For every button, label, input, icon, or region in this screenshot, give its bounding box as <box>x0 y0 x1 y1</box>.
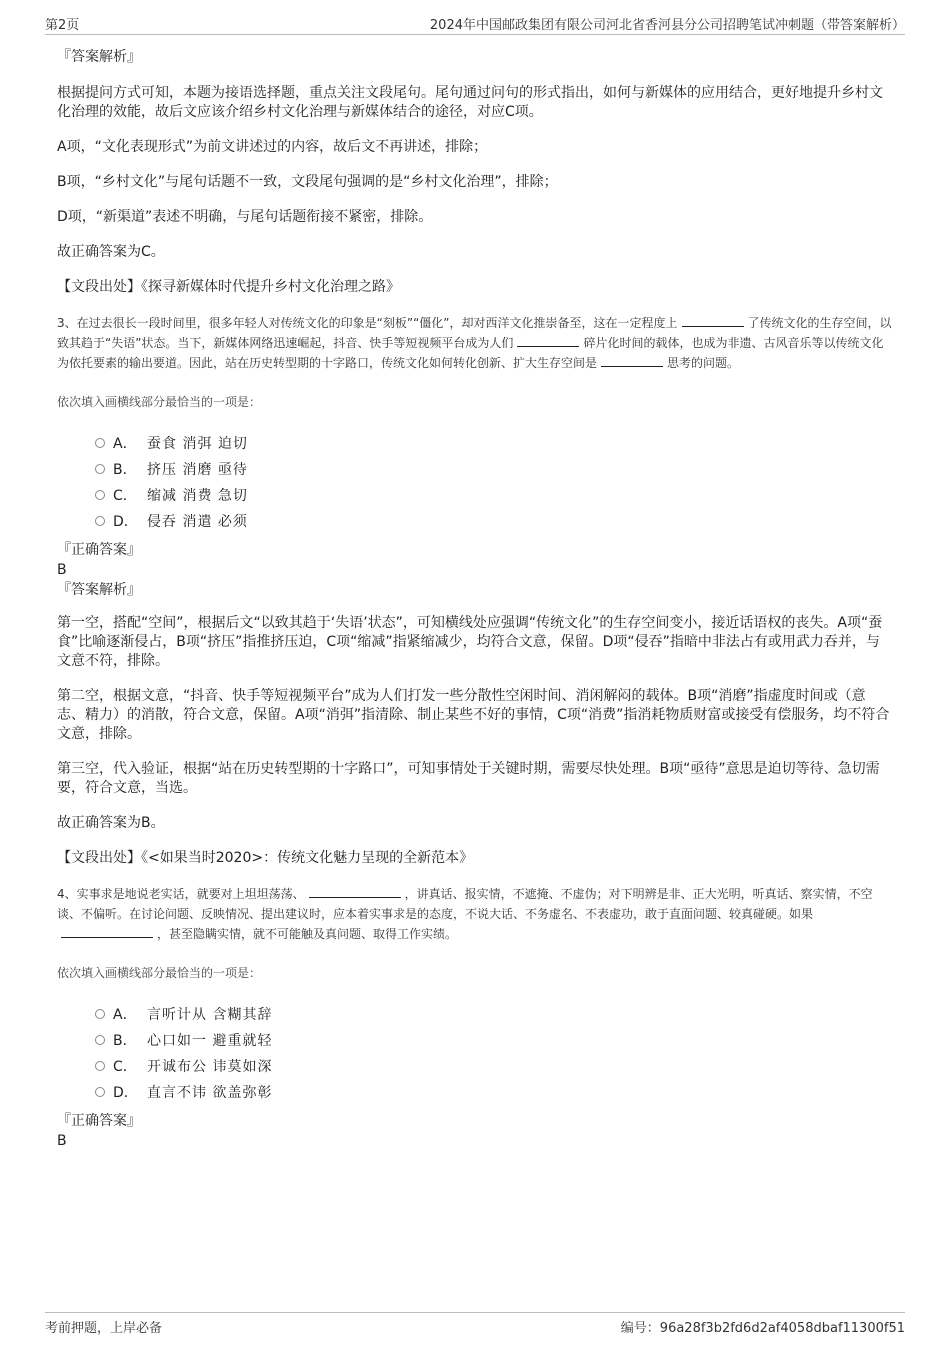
blank-1 <box>682 314 744 327</box>
analysis-paragraph: 故正确答案为B。 <box>57 815 165 831</box>
blank-3 <box>601 354 663 367</box>
analysis-paragraph: 第一空，搭配“空间”，根据后文“以致其趋于‘失语’状态”，可知横线处应强调“传统文化”的生存空间变小，接近话语权的丧失。A项“蚕食”比喻逐渐侵占，B项“挤压”指推挤压迫，C项“缩减”指紧缩减少，均符合文意，保留。D项“侵吞”指暗中非法占有或用武力吞并，与文意不符，排除。 <box>57 615 883 669</box>
document-code: 编号：96a28f3b2fd6d2af4058dbaf11300f51 <box>620 1321 905 1336</box>
analysis-paragraph: D项，“新渠道”表述不明确，与尾句话题衔接不紧密，排除。 <box>57 209 433 225</box>
option-b[interactable]: B． 挤压 消磨 亟待 <box>95 456 892 482</box>
page-content <box>57 46 892 1151</box>
page-footer <box>45 1312 905 1339</box>
source-citation: 【文段出处】《探寻新媒体时代提升乡村文化治理之路》 <box>57 279 400 295</box>
option-a[interactable]: A． 言听计从 含糊其辞 <box>95 1001 892 1027</box>
radio-icon[interactable] <box>95 1009 105 1019</box>
analysis-paragraph: 第二空，根据文意，“抖音、快手等短视频平台”成为人们打发一些分散性空闲时间、消闲解闷的载体。B项“消磨”指虚度时间或（意志、精力）的消散，符合文意，保留。A项“消弭”指清除、制止某些不好的事情，C项“消费”指消耗物质财富或接受有偿服务，均不符合文意，排除。 <box>57 688 890 742</box>
radio-icon[interactable] <box>95 464 105 474</box>
radio-icon[interactable] <box>95 1061 105 1071</box>
question-instruction: 依次填入画横线部分最恰当的一项是： <box>57 395 262 409</box>
analysis-paragraph: 根据提问方式可知，本题为接语选择题，重点关注文段尾句。尾句通过问句的形式指出，如何与新媒体的应用结合，更好地提升乡村文化治理的效能，故后文应该介绍乡村文化治理与新媒体结合的途径，对应C项。 <box>57 85 883 120</box>
option-a[interactable]: A． 蚕食 消弭 迫切 <box>95 430 892 456</box>
radio-icon[interactable] <box>95 490 105 500</box>
analysis-label: 『答案解析』 <box>57 49 141 65</box>
analysis-paragraph: A项，“文化表现形式”为前文讲述过的内容，故后文不再讲述，排除； <box>57 139 488 155</box>
question-text: 4、实事求是地说老实话，就要对上坦坦荡荡、 ，讲真话、报实情，不遮掩、不虚伪；对下明辨是非、正大光明，听真话、察实情，不空谈、不偏听。在讨论问题、反映情况、提出建议时，应本着实事求是的态度，不说大话、不务虚名、不表虚功，敢于直面问题、较真碰硬。如果，甚至隐瞒实情，就不可能触及真问题、取得工作实绩。 <box>57 887 873 941</box>
blank-1 <box>309 885 401 898</box>
correct-answer-label: 『正确答案』 <box>57 1113 141 1129</box>
analysis-paragraph: 第三空，代入验证，根据“站在历史转型期的十字路口”，可知事情处于关键时期，需要尽快处理。B项“亟待”意思是迫切等待、急切需要，符合文意，当选。 <box>57 761 880 796</box>
question-instruction: 依次填入画横线部分最恰当的一项是： <box>57 966 262 980</box>
correct-answer: B <box>57 562 67 578</box>
q2-analysis <box>57 46 892 297</box>
analysis-paragraph: 故正确答案为C。 <box>57 244 165 260</box>
radio-icon[interactable] <box>95 438 105 448</box>
option-d[interactable]: D． 直言不讳 欲盖弥彰 <box>95 1079 892 1105</box>
analysis-label: 『答案解析』 <box>57 582 141 598</box>
option-list <box>95 430 892 534</box>
option-c[interactable]: C． 缩减 消费 急切 <box>95 482 892 508</box>
option-list <box>95 1001 892 1105</box>
blank-2 <box>61 925 153 938</box>
radio-icon[interactable] <box>95 1035 105 1045</box>
page-header <box>45 14 905 35</box>
question-4 <box>57 884 892 1151</box>
question-3 <box>57 313 892 868</box>
analysis-paragraph: B项，“乡村文化”与尾句话题不一致，文段尾句强调的是“乡村文化治理”，排除； <box>57 174 558 190</box>
blank-2 <box>517 334 579 347</box>
correct-answer: B <box>57 1133 67 1149</box>
radio-icon[interactable] <box>95 516 105 526</box>
page-number: 第2页 <box>45 18 80 33</box>
option-d[interactable]: D． 侵吞 消遣 必须 <box>95 508 892 534</box>
option-c[interactable]: C． 开诚布公 讳莫如深 <box>95 1053 892 1079</box>
footer-slogan: 考前押题，上岸必备 <box>45 1321 163 1336</box>
correct-answer-label: 『正确答案』 <box>57 542 141 558</box>
question-text: 3、在过去很长一段时间里，很多年轻人对传统文化的印象是“刻板”“僵化”，却对西洋文化推崇备至，这在一定程度上 了传统文化的生存空间，以致其趋于“失语”状态。当下，新媒体网络迅速崛起，抖音、快手等短视频平台成为人们 碎片化时间的载体，也成为非遗、古风音乐等以传统文化为依托要素的输出要道。因此，站在历史转型期的十字路口，传统文化如何转化创新、扩大生存空间是 思考的问题。 <box>57 316 892 370</box>
option-b[interactable]: B． 心口如一 避重就轻 <box>95 1027 892 1053</box>
radio-icon[interactable] <box>95 1087 105 1097</box>
document-title: 2024年中国邮政集团有限公司河北省香河县分公司招聘笔试冲刺题（带答案解析） <box>429 18 905 33</box>
source-citation: 【文段出处】《<如果当时2020>：传统文化魅力呈现的全新范本》 <box>57 850 474 866</box>
